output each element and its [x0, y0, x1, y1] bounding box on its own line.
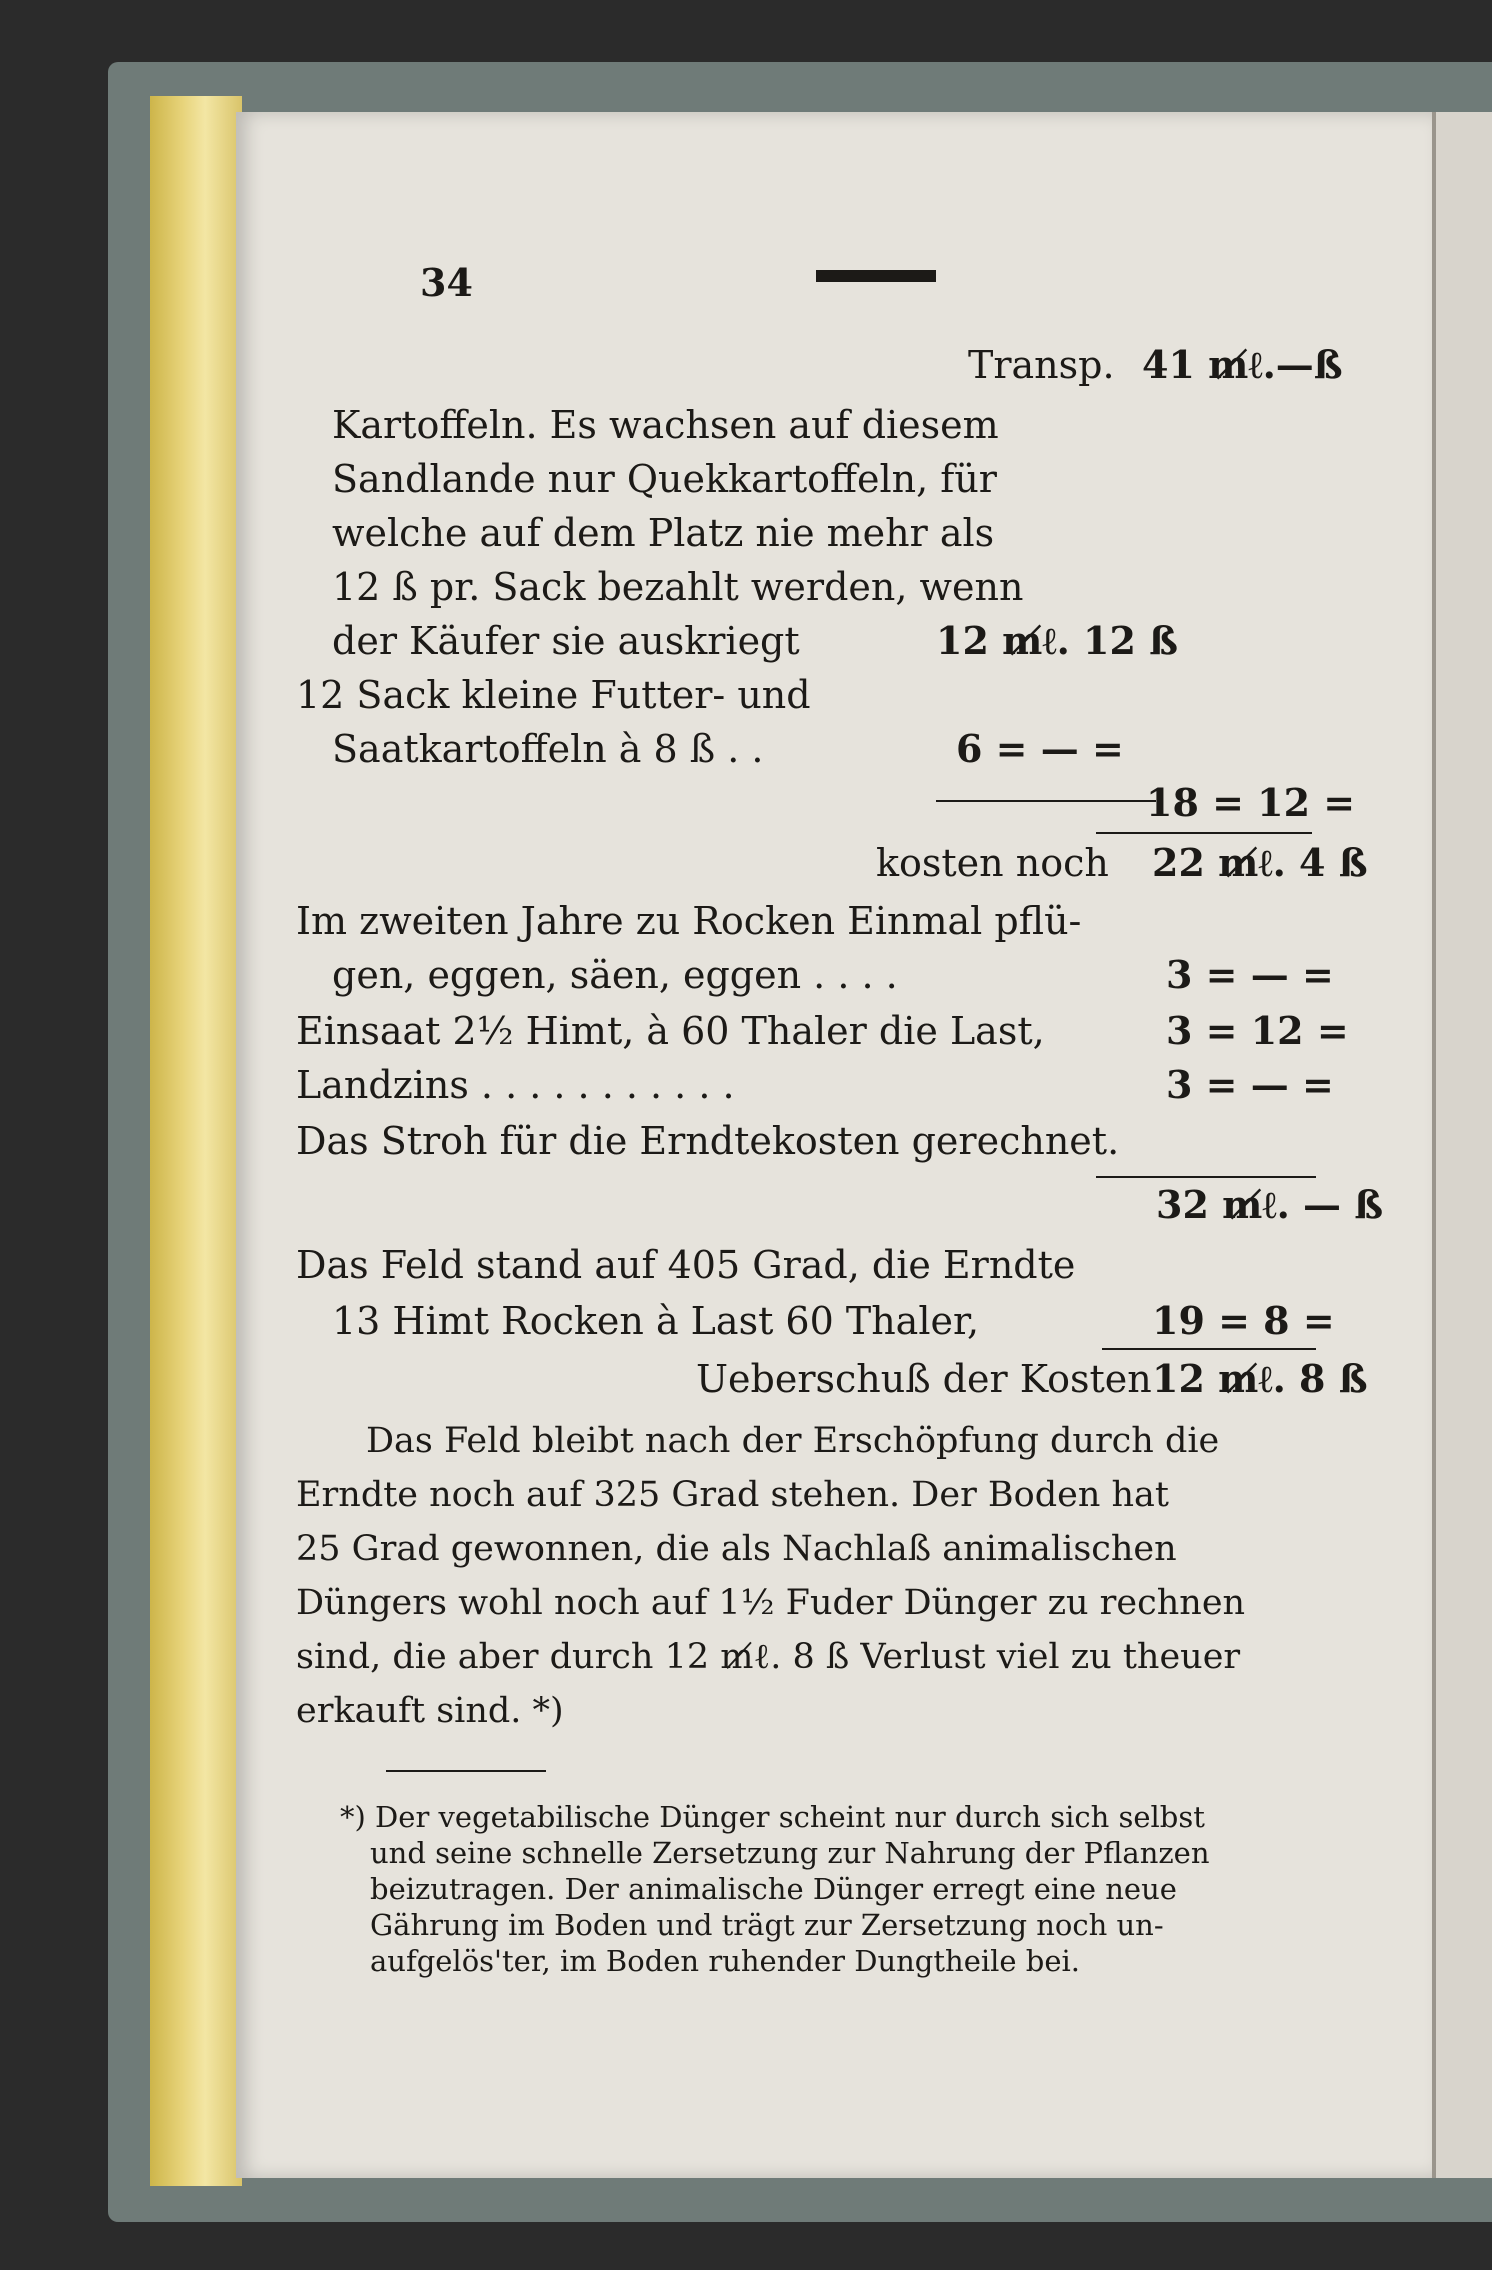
next-page-edge: [1432, 112, 1492, 2178]
text-line: Das Feld stand auf 405 Grad, die Erndte: [296, 1243, 1076, 1287]
amount-line: 3 = 12 =: [1166, 1008, 1349, 1053]
footnote-line: aufgelös'ter, im Boden ruhender Dungtheile bei.: [370, 1944, 1081, 1978]
text-line: sind, die aber durch 12 m̸ℓ. 8 ß Verlust viel zu theuer: [296, 1637, 1241, 1677]
text-line: 25 Grad gewonnen, die als Nachlaß animalischen: [296, 1529, 1177, 1569]
amount-line: 6 = — =: [956, 726, 1124, 771]
text-line: Sandlande nur Quekkartoffeln, für: [332, 457, 997, 501]
text-line: Das Stroh für die Erndtekosten gerechnet.: [296, 1119, 1120, 1163]
amount-line: 3 = — =: [1166, 952, 1334, 997]
text-line: Düngers wohl noch auf 1½ Fuder Dünger zu rechnen: [296, 1583, 1246, 1623]
text-line: der Käufer sie auskriegt: [332, 619, 800, 663]
text-line: Ueberschuß der Kosten: [696, 1357, 1152, 1401]
footnote-rule: [386, 1770, 546, 1772]
book-page: [236, 112, 1432, 2178]
header-ornament: [816, 270, 936, 282]
transport-label: Transp.: [968, 343, 1115, 387]
transport-amount: 41 m̸ℓ.—ß: [1142, 342, 1343, 387]
text-line: Saatkartoffeln à 8 ß . .: [332, 727, 764, 771]
amount-line: 12 m̸ℓ. 8 ß: [1152, 1356, 1368, 1401]
page-edges: [150, 96, 242, 2186]
amount-line: 19 = 8 =: [1152, 1298, 1335, 1343]
text-line: 12 Sack kleine Futter- und: [296, 673, 811, 717]
text-line: gen, eggen, säen, eggen . . . .: [332, 953, 898, 997]
text-line: kosten noch: [876, 841, 1109, 885]
text-line: Im zweiten Jahre zu Rocken Einmal pflü-: [296, 899, 1082, 943]
footnote-line: und seine schnelle Zersetzung zur Nahrung der Pflanzen: [370, 1836, 1210, 1870]
text-line: welche auf dem Platz nie mehr als: [332, 511, 995, 555]
footnote-line: beizutragen. Der animalische Dünger erregt eine neue: [370, 1872, 1177, 1906]
text-line: 13 Himt Rocken à Last 60 Thaler,: [332, 1299, 980, 1343]
total-amount: 32 m̸ℓ. — ß: [1156, 1182, 1384, 1227]
text-line: 12 ß pr. Sack bezahlt werden, wenn: [332, 565, 1024, 609]
subtotal-amount: 18 = 12 =: [1146, 780, 1356, 825]
sum-rule: [1096, 832, 1312, 834]
sum-rule: [936, 800, 1156, 802]
footnote-line: *) Der vegetabilische Dünger scheint nur durch sich selbst: [340, 1800, 1205, 1834]
text-line: Landzins . . . . . . . . . . .: [296, 1063, 735, 1107]
amount-line: 12 m̸ℓ. 12 ß: [936, 618, 1179, 663]
footnote-line: Gährung im Boden und trägt zur Zersetzung noch un-: [370, 1908, 1164, 1942]
text-line: erkauft sind. *): [296, 1691, 564, 1731]
sum-rule: [1096, 1176, 1316, 1178]
text-line: Erndte noch auf 325 Grad stehen. Der Boden hat: [296, 1475, 1169, 1515]
sum-rule: [1102, 1348, 1316, 1350]
amount-line: 22 m̸ℓ. 4 ß: [1152, 840, 1368, 885]
text-line: Einsaat 2½ Himt, à 60 Thaler die Last,: [296, 1009, 1045, 1053]
amount-line: 3 = — =: [1166, 1062, 1334, 1107]
text-line: Kartoffeln. Es wachsen auf diesem: [332, 403, 999, 447]
page-number: 34: [420, 260, 473, 305]
text-line: Das Feld bleibt nach der Erschöpfung durch die: [366, 1421, 1220, 1461]
